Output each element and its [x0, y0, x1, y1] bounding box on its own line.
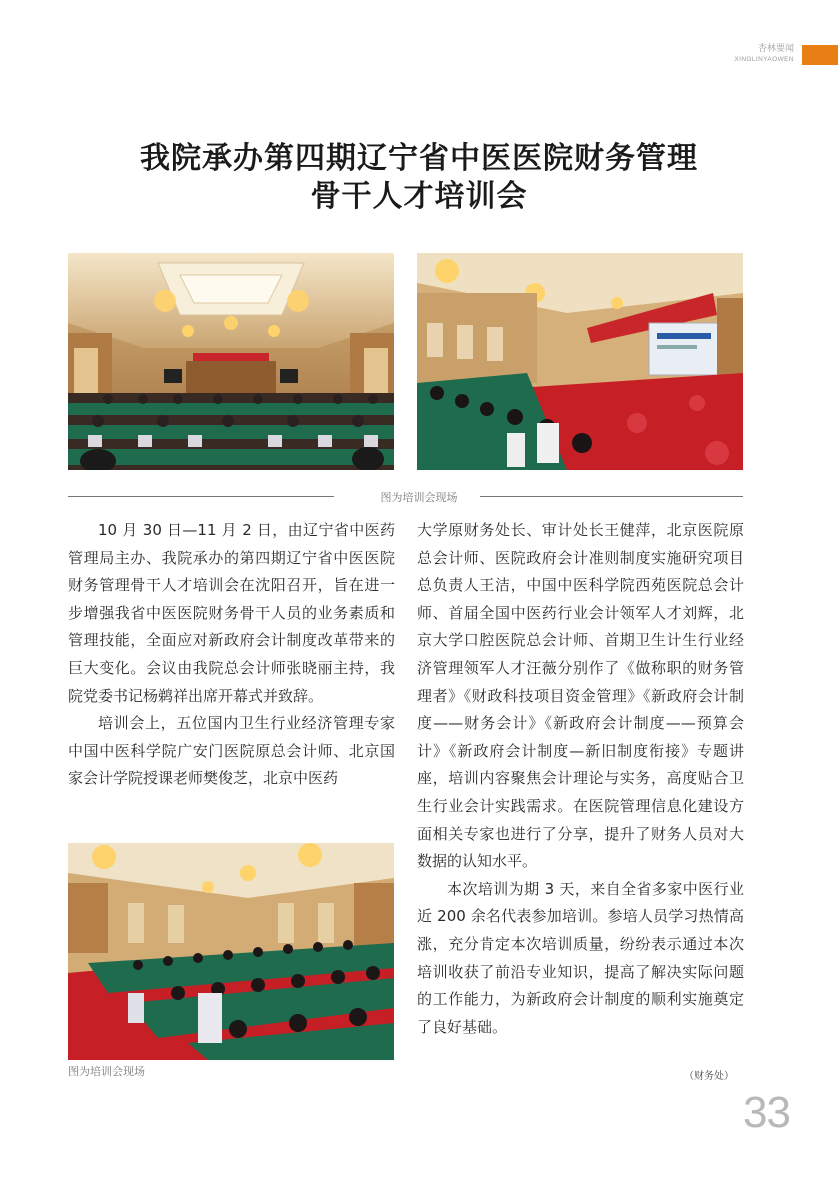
training-hall-photo-3 — [68, 843, 394, 1060]
page-number: 33 — [743, 1088, 790, 1137]
title-line-1: 我院承办第四期辽宁省中医医院财务管理 — [140, 141, 698, 176]
training-hall-photo-2 — [417, 253, 743, 470]
title-line-2: 骨干人才培训会 — [310, 179, 528, 214]
paragraph-intro: 10 月 30 日—11 月 2 日，由辽宁省中医药管理局主办、我院承办的第四期辽宁省中医医院财务管理骨干人才培训会在沈阳召开，旨在进一步增强我省中医医院财务骨干人员的业务素质和管理技能，全面应对新政府会计制度改革带来的巨大变化。会议由我院总会计师张晓丽主持，我院党委书记杨鹈祥出席开幕式并致辞。 — [68, 521, 395, 705]
article-column-left — [68, 517, 395, 793]
paragraph-experts-continued: 大学原财务处长、审计处长王健萍，北京医院原总会计师、医院政府会计准则制度实施研究项目总负责人王洁，中国中医科学院西苑医院总会计师、首届全国中医药行业会计领军人才刘辉，北京大学口腔医院总会计师、首期卫生计生行业经济管理领军人才汪薇分别作了《做称职的财务管理者》《财政科技项目资金管理》《新政府会计制度——财务会计》《新政府会计制度——预算会计》《新政府会计制度—新旧制度衔接》专题讲座，培训内容聚焦会计理论与实务，高度贴合卫生行业会计实践需求。在医院管理信息化建设方面相关专家也进行了分享，提升了财务人员对大数据的认知水平。 — [417, 521, 744, 871]
photo-caption-middle: 图为培训会现场 — [380, 491, 458, 504]
photo-caption-bottom: 图为培训会现场 — [68, 1065, 145, 1078]
training-hall-photo-1 — [68, 253, 394, 470]
article-title — [0, 140, 838, 216]
paragraph-experts-start: 培训会上，五位国内卫生行业经济管理专家中国中医科学院广安门医院原总会计师、北京国家会计学院授课老师樊俊芝，北京中医药 — [68, 714, 395, 788]
paragraph-conclusion: 本次培训为期 3 天，来自全省多家中医行业近 200 余名代表参加培训。参培人员学习热情高涨，充分肯定本次培训质量，纷纷表示通过本次培训收获了前沿专业知识，提高了解决实际问题的工作能力，为新政府会计制度的顺利实施奠定了良好基础。 — [417, 879, 744, 1036]
section-header — [734, 44, 794, 64]
caption-rule-right — [480, 496, 743, 497]
section-name-cn: 杏林要闻 — [757, 44, 794, 54]
article-source: （财务处） — [684, 1071, 734, 1082]
section-accent-bar — [802, 45, 838, 65]
article-column-right — [417, 517, 744, 1041]
section-name-en: XINGLINYAOWEN — [734, 56, 794, 63]
